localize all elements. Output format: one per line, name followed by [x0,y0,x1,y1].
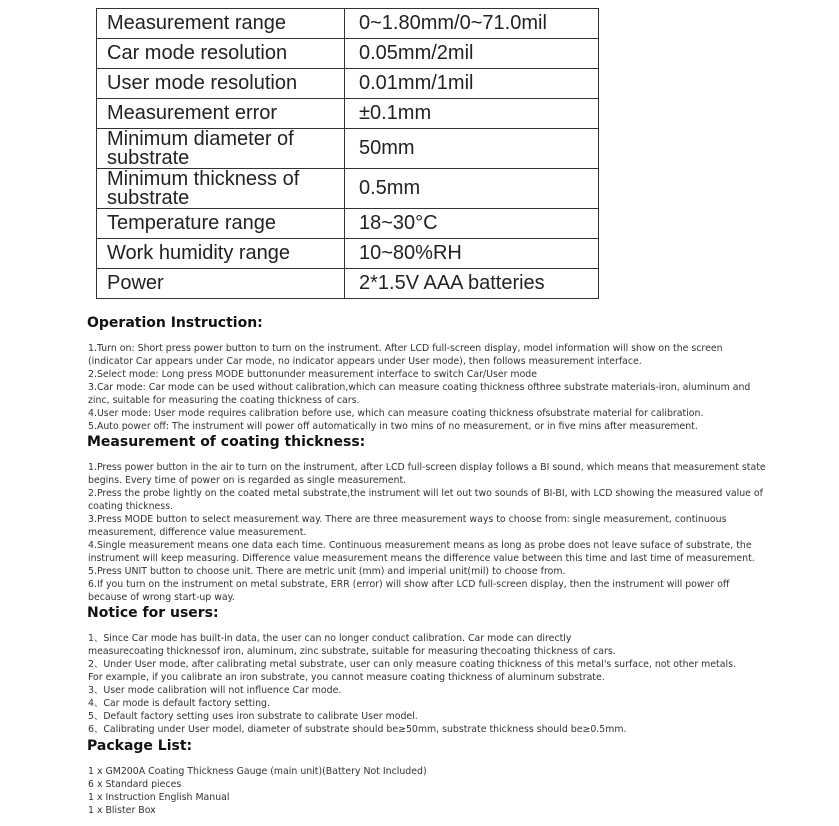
package-item: 6 x Standard pieces [88,779,182,790]
notice-line: 6、Calibrating under User model, diameter of substrate should be≥50mm, substrate thickness should be≥0.5mm. [88,724,627,735]
instruction-line: 6.If you turn on the instrument on metal substrate, ERR (error) will show after LCD full-screen display, then the instrument will power off because of wrong start-up way. [88,579,730,603]
spec-label: User mode resolution [97,69,345,99]
section-body [87,461,767,604]
spec-label: Minimum thickness of substrate [97,169,345,209]
section-body [87,765,767,817]
spec-row [97,9,599,39]
operation-section [87,314,767,433]
package-item: 1 x Blister Box [88,805,156,816]
instruction-line: 1.Press power button in the air to turn on the instrument, after LCD full-screen display follows a BI sound, which means that measurement state begins. Every time of power on is regarded as single measurement. [88,462,766,486]
notice-line: measurecoating thicknessof iron, aluminum, zinc substrate, suitable for measuring thecoating thickness of cars. [88,646,616,657]
spec-table [96,8,599,299]
package-item: 1 x Instruction English Manual [88,792,230,803]
instruction-line: 3.Press MODE button to select measurement way. There are three measurement ways to choose from: single measurement, continuous measurement, difference value measurement. [88,514,727,538]
spec-label: Power [97,269,345,299]
instruction-line: 2.Press the probe lightly on the coated metal substrate,the instrument will let out two sounds of BI-BI, with LCD showing the measured value of coating thickness. [88,488,763,512]
spec-label: Temperature range [97,209,345,239]
measurement-section [87,433,767,604]
notice-line: 4、Car mode is default factory setting. [88,698,270,709]
notice-line: 1、Since Car mode has built-in data, the user can no longer conduct calibration. Car mode can directly [88,633,572,644]
spec-row [97,169,599,209]
instruction-line: 5.Press UNIT button to choose unit. There are metric unit (mm) and imperial unit(mil) to choose from. [88,566,566,577]
spec-row [97,209,599,239]
notice-section [87,604,767,736]
spec-value: 0.5mm [345,169,599,209]
spec-row [97,69,599,99]
section-title: Operation Instruction: [87,315,263,331]
notice-line: 2、Under User mode, after calibrating metal substrate, user can only measure coating thickness of this metal's surface, not other metals. [88,659,736,670]
notice-line: For example, if you calibrate an iron substrate, you cannot measure coating thickness of aluminum substrate. [88,672,605,683]
section-title: Measurement of coating thickness: [87,434,366,450]
spec-row [97,39,599,69]
instruction-line: 5.Auto power off: The instrument will power off automatically in two mins of no measurement, or in five mins after measurement. [88,421,698,432]
spec-value: 0.01mm/1mil [345,69,599,99]
instruction-line: 2.Select mode: Long press MODE buttonunder measurement interface to switch Car/User mode [88,369,538,380]
spec-label: Car mode resolution [97,39,345,69]
instruction-line: 4.User mode: User mode requires calibration before use, which can measure coating thickness ofsubstrate material for calibration. [88,408,704,419]
spec-row [97,239,599,269]
section-body [87,342,767,433]
section-title: Package List: [87,738,193,754]
package-item: 1 x GM200A Coating Thickness Gauge (main unit)(Battery Not Included) [88,766,427,777]
spec-label: Work humidity range [97,239,345,269]
instruction-line: 3.Car mode: Car mode can be used without calibration,which can measure coating thickness ofthree substrate materials-iron, aluminum and zinc, suitable for measuring the coating thickness of cars. [88,382,751,406]
spec-label: Measurement range [97,9,345,39]
spec-value: 2*1.5V AAA batteries [345,269,599,299]
spec-value: 18~30°C [345,209,599,239]
instruction-line: 1.Turn on: Short press power button to turn on the instrument. After LCD full-screen display, model information will show on the screen (indicator Car appears under Car mode, no indicator appears under User mode), then follows measurement interface. [88,343,723,367]
notice-line: 5、Default factory setting uses iron substrate to calibrate User model. [88,711,418,722]
spec-value: 10~80%RH [345,239,599,269]
instruction-line: 4.Single measurement means one data each time. Continuous measurement means as long as probe does not leave suface of substrate, the instrument will keep measuring. Difference value measurement means the difference value between this time and last time of measurement. [88,540,755,564]
spec-row [97,99,599,129]
notice-line: 3、User mode calibration will not influence Car mode. [88,685,342,696]
spec-row [97,129,599,169]
section-body [87,632,767,736]
package-section [87,737,767,817]
spec-label: Minimum diameter of substrate [97,129,345,169]
spec-label: Measurement error [97,99,345,129]
spec-value: 0.05mm/2mil [345,39,599,69]
spec-value: 0~1.80mm/0~71.0mil [345,9,599,39]
spec-row [97,269,599,299]
section-title: Notice for users: [87,605,219,621]
spec-value: ±0.1mm [345,99,599,129]
spec-value: 50mm [345,129,599,169]
